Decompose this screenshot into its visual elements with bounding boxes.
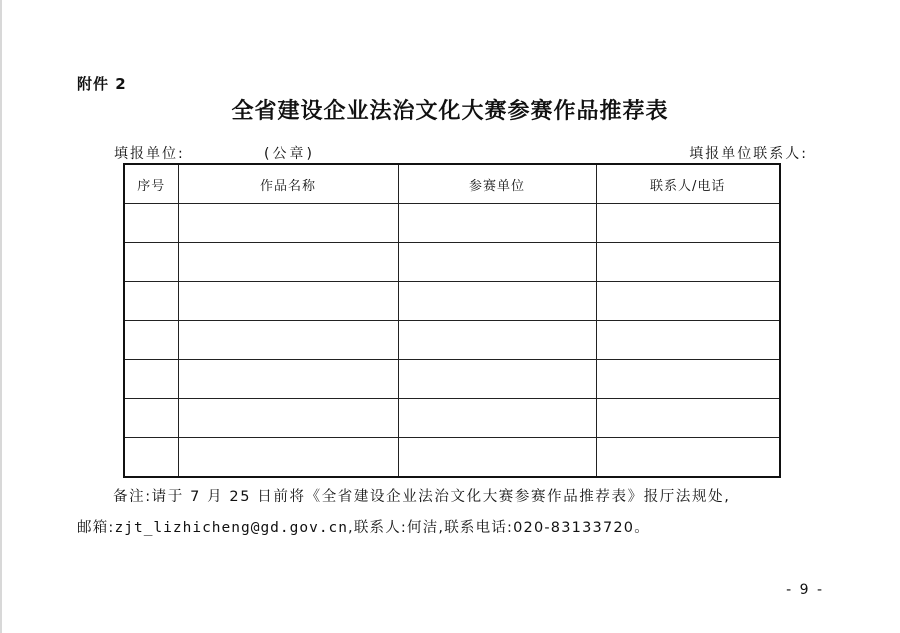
table-header-row	[124, 164, 780, 204]
table-row	[124, 321, 780, 360]
column-header-contact: 联系人/电话	[596, 164, 780, 204]
page-title: 全省建设企业法治文化大赛参赛作品推荐表	[231, 99, 669, 124]
entrant-unit-cell[interactable]	[398, 438, 596, 478]
serial-cell[interactable]	[124, 360, 178, 399]
contact-cell[interactable]	[596, 438, 780, 478]
seal-label: (公章)	[264, 146, 315, 162]
table-body	[124, 204, 780, 478]
work-name-cell[interactable]	[178, 321, 398, 360]
contact-info: ,联系人:何洁,联系电话:020-83133720。	[348, 520, 650, 536]
table-row	[124, 204, 780, 243]
work-name-cell[interactable]	[178, 360, 398, 399]
email-prefix: 邮箱:	[77, 520, 115, 536]
contact-cell[interactable]	[596, 204, 780, 243]
serial-cell[interactable]	[124, 243, 178, 282]
table-row	[124, 438, 780, 478]
work-name-cell[interactable]	[178, 282, 398, 321]
entrant-unit-cell[interactable]	[398, 282, 596, 321]
contact-person-label: 填报单位联系人:	[689, 146, 808, 162]
work-name-cell[interactable]	[178, 204, 398, 243]
contact-cell[interactable]	[596, 399, 780, 438]
note-line-1: 备注:请于 7 月 25 日前将《全省建设企业法治文化大赛参赛作品推荐表》报厅法规处,	[113, 489, 731, 505]
serial-cell[interactable]	[124, 438, 178, 478]
table-row	[124, 360, 780, 399]
column-header-serial: 序号	[124, 164, 178, 204]
note-line-2	[77, 516, 650, 537]
entrant-unit-cell[interactable]	[398, 321, 596, 360]
entrant-unit-cell[interactable]	[398, 243, 596, 282]
work-name-cell[interactable]	[178, 243, 398, 282]
serial-cell[interactable]	[124, 282, 178, 321]
email-address: zjt_lizhicheng@gd.gov.cn	[114, 520, 349, 536]
recommendation-table	[123, 163, 781, 478]
serial-cell[interactable]	[124, 321, 178, 360]
contact-cell[interactable]	[596, 282, 780, 321]
fill-unit-label: 填报单位:	[114, 146, 185, 162]
serial-cell[interactable]	[124, 204, 178, 243]
table-row	[124, 282, 780, 321]
work-name-cell[interactable]	[178, 438, 398, 478]
attachment-label: 附件 2	[77, 75, 127, 93]
column-header-work-name: 作品名称	[178, 164, 398, 204]
serial-cell[interactable]	[124, 399, 178, 438]
contact-cell[interactable]	[596, 360, 780, 399]
entrant-unit-cell[interactable]	[398, 204, 596, 243]
contact-cell[interactable]	[596, 243, 780, 282]
entrant-unit-cell[interactable]	[398, 399, 596, 438]
work-name-cell[interactable]	[178, 399, 398, 438]
table-row	[124, 399, 780, 438]
contact-cell[interactable]	[596, 321, 780, 360]
entrant-unit-cell[interactable]	[398, 360, 596, 399]
table-row	[124, 243, 780, 282]
column-header-entrant-unit: 参赛单位	[398, 164, 596, 204]
page-number: - 9 -	[786, 582, 824, 598]
